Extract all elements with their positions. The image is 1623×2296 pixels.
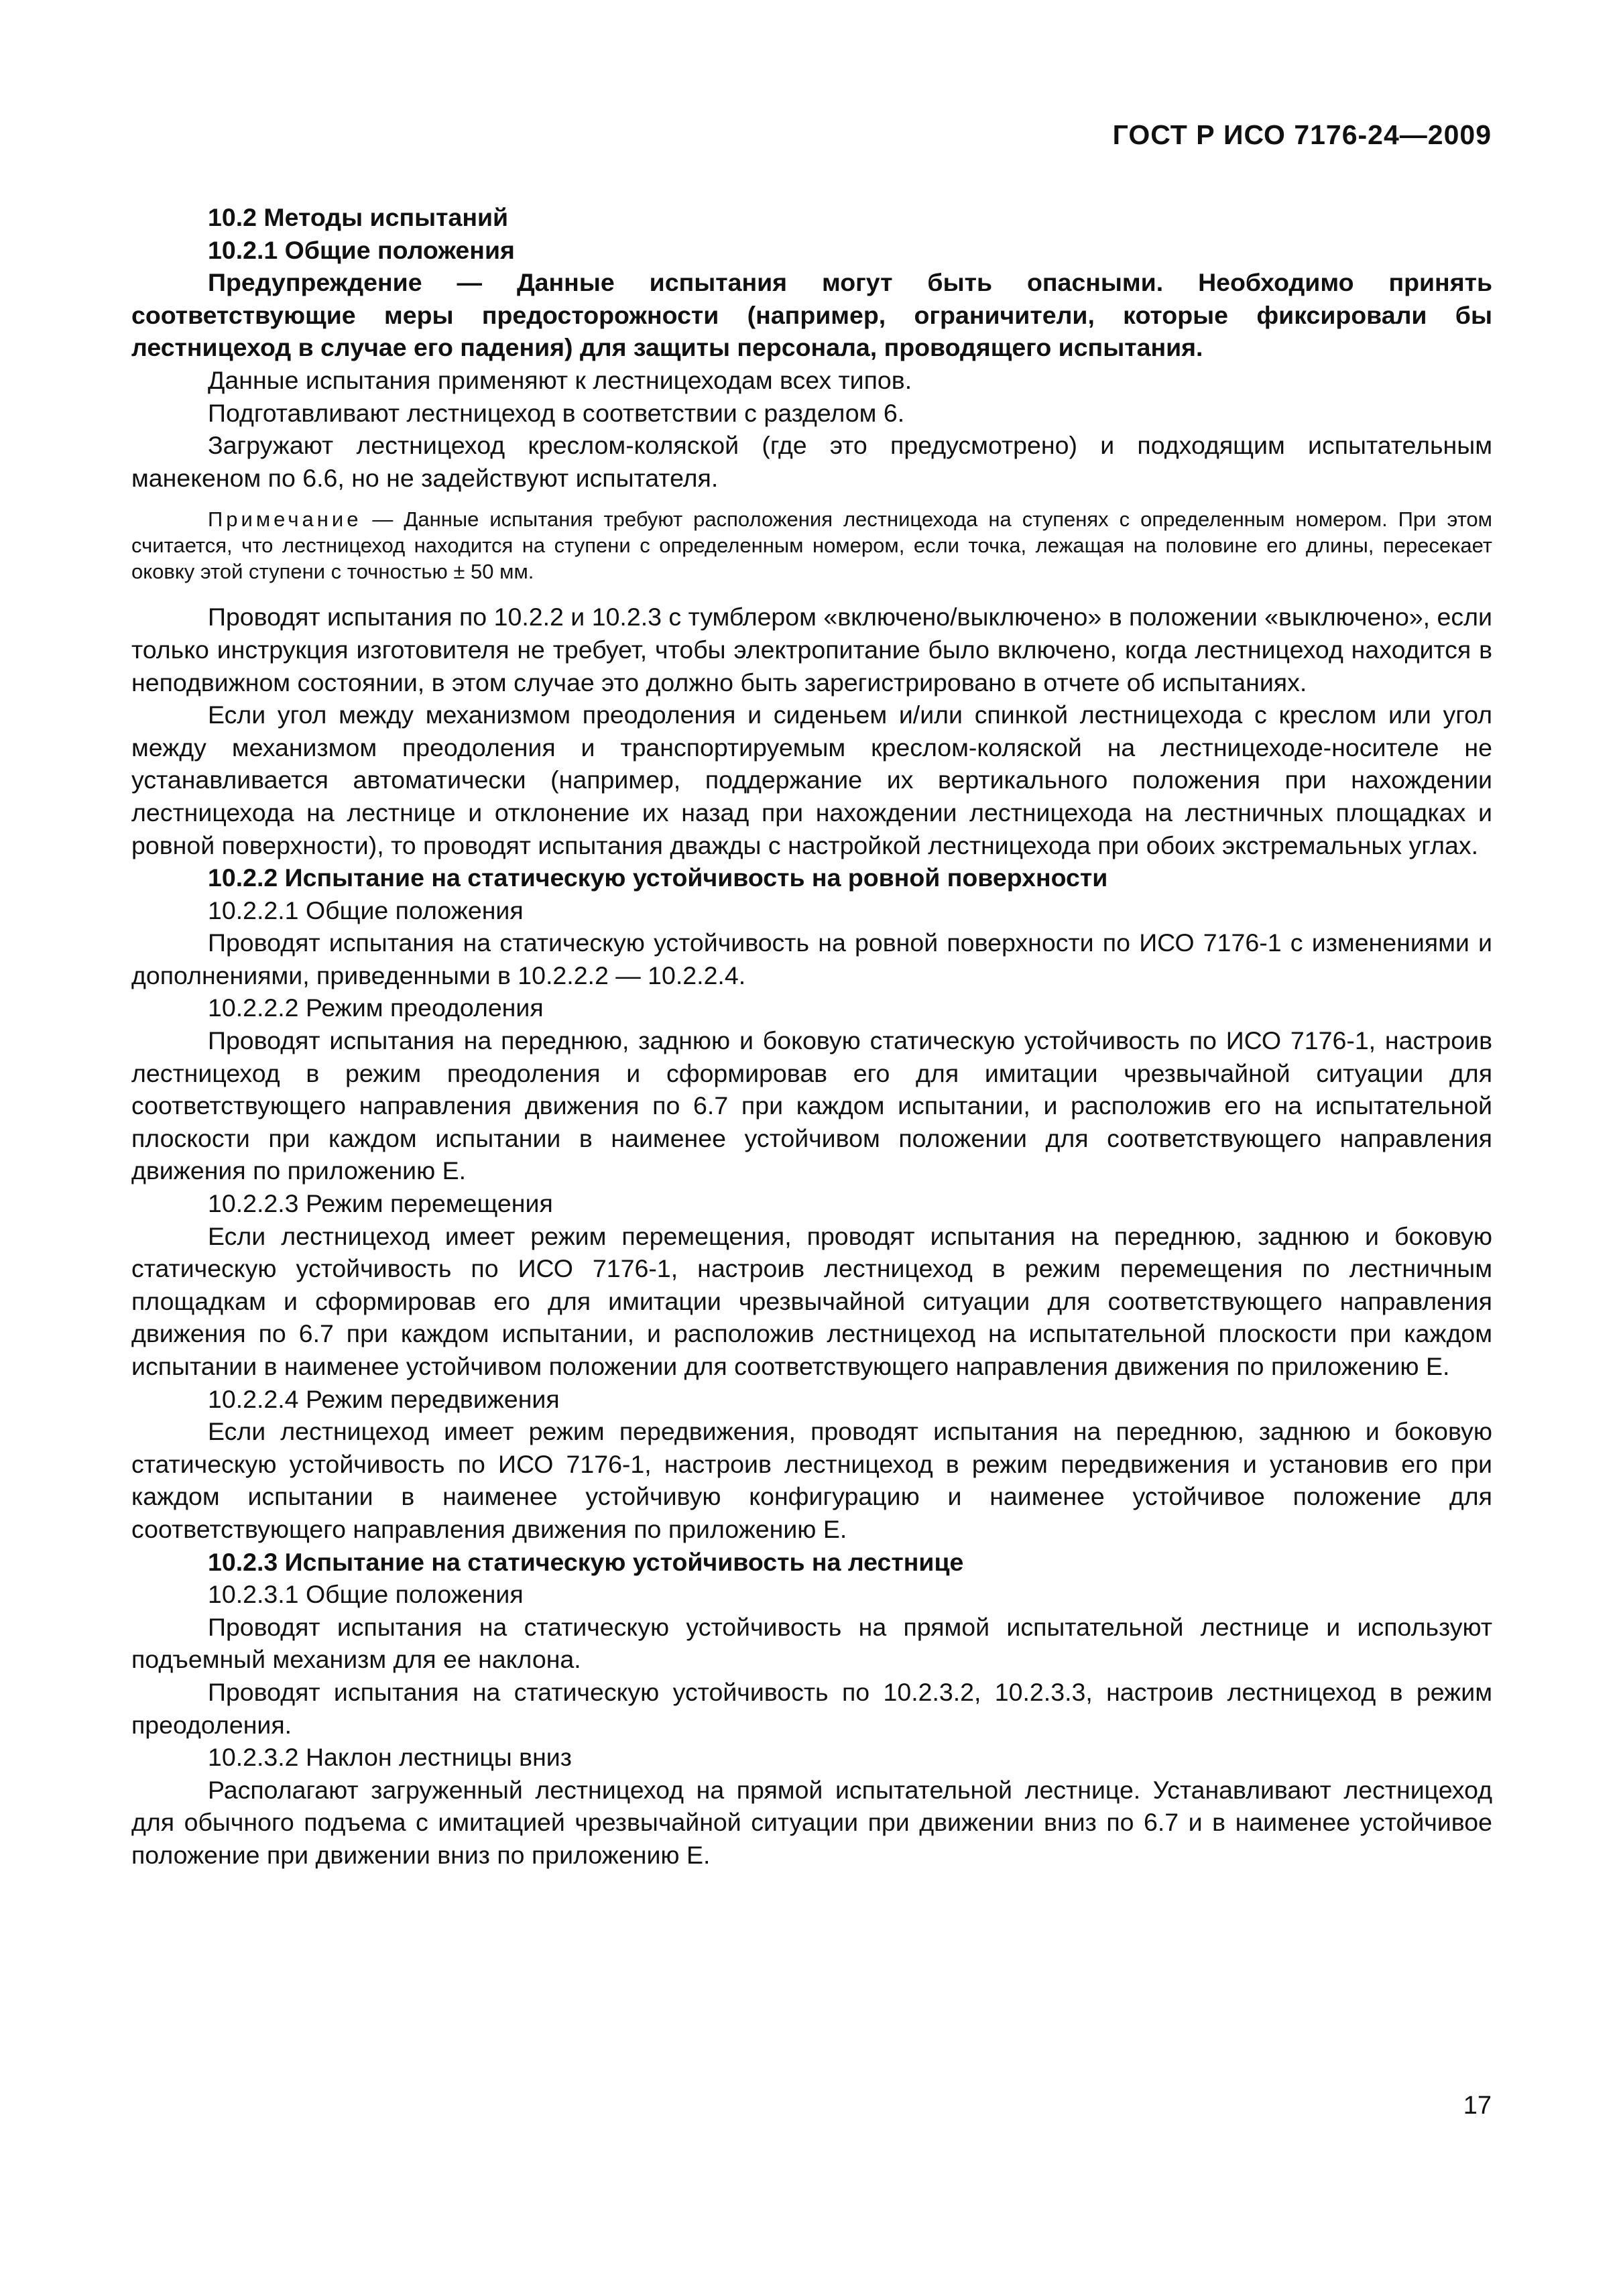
body-paragraph: Если угол между механизмом преодоления и сиденьем и/или спинкой лестницехода с креслом или угол между механизмом преодоления и транспортируемым креслом-коляской на лестницеходе-носителе не устанавливается автоматически (например, поддержание их вертикального положения при нахождении лестницехода на лестнице и отклонение их назад при нахождении лестницехода на лестничных площадках и ровной поверхности), то проводят испытания дважды с настройкой лестницехода при обоих экстремальных углах.: [131, 701, 1492, 859]
note-paragraph: [131, 506, 1492, 585]
body-paragraph: Загружают лестницеход креслом-коляской (где это предусмотрено) и подходящим испытательным манекеном по 6.6, но не задействуют испытателя.: [131, 431, 1492, 492]
clause-heading: 10.2.3.1 Общие положения: [208, 1580, 524, 1609]
subsection-heading: 10.2.1 Общие положения: [208, 235, 515, 264]
body-paragraph: Проводят испытания по 10.2.2 и 10.2.3 с тумблером «включено/выключено» в положении «выключено», если только инструкция изготовителя не требует, чтобы электропитание было включено, когда лестницеход находится в неподвижном состоянии, в этом случае это должно быть зарегистрировано в отчете об испытаниях.: [131, 603, 1492, 697]
body-paragraph: Проводят испытания на переднюю, заднюю и боковую статическую устойчивость по ИСО 7176-1, настроив лестницеход в режим преодоления и сформировав его для имитации чрезвычайной ситуации для соответствующего направления движения по 6.7 при каждом испытании, и расположив его на испытательной плоскости при каждом испытании в наименее устойчивом положении для соответствующего направления движения по приложению Е.: [131, 1026, 1492, 1185]
clause-heading: 10.2.2.2 Режим преодоления: [208, 993, 544, 1022]
subsection-heading: 10.2.3 Испытание на статическую устойчивость на лестнице: [208, 1547, 964, 1576]
section-heading: 10.2 Методы испытаний: [208, 203, 509, 231]
note-label: Примечание: [208, 507, 362, 532]
warning-paragraph: Предупреждение — Данные испытания могут быть опасными. Необходимо принять соответствующие меры предосторожности (например, ограничители, которые фиксировали бы лестницеход в случае его падения) для защиты персонала, проводящего испытания.: [131, 268, 1492, 362]
clause-heading: 10.2.3.2 Наклон лестницы вниз: [208, 1743, 572, 1772]
body-paragraph: Если лестницеход имеет режим передвижения, проводят испытания на переднюю, заднюю и боковую статическую устойчивость по ИСО 7176-1, настроив лестницеход в режим передвижения и установив его при каждом испытании в наименее устойчивую конфигурацию и наименее устойчивое положение для соответствующего направления движения по приложению Е.: [131, 1417, 1492, 1543]
body-paragraph: Проводят испытания на статическую устойчивость на ровной поверхности по ИСО 7176-1 с изменениями и дополнениями, приведенными в 10.2.2.2 — 10.2.2.4.: [131, 928, 1492, 989]
body-paragraph: Проводят испытания на статическую устойчивость на прямой испытательной лестнице и используют подъемный механизм для ее наклона.: [131, 1612, 1492, 1674]
clause-heading: 10.2.2.1 Общие положения: [208, 896, 524, 924]
clause-heading: 10.2.2.3 Режим перемещения: [208, 1189, 553, 1218]
page-number: 17: [1463, 2092, 1492, 2120]
body-paragraph: Располагают загруженный лестницеход на прямой испытательной лестнице. Устанавливают лестницеход для обычного подъема с имитацией чрезвычайной ситуации при движении вниз по 6.7 и в наименее устойчивое положение при движении вниз по приложению Е.: [131, 1775, 1492, 1869]
clause-heading: 10.2.2.4 Режим передвижения: [208, 1384, 560, 1413]
body-paragraph: Подготавливают лестницеход в соответствии с разделом 6.: [208, 398, 905, 427]
body-paragraph: Проводят испытания на статическую устойчивость по 10.2.3.2, 10.2.3.3, настроив лестницеход в режим преодоления.: [131, 1677, 1492, 1739]
subsection-heading: 10.2.2 Испытание на статическую устойчивость на ровной поверхности: [208, 863, 1108, 892]
body-paragraph: Данные испытания применяют к лестницеходам всех типов.: [208, 365, 912, 394]
document-code-header: ГОСТ Р ИСО 7176-24—2009: [1112, 119, 1492, 150]
body-paragraph: Если лестницеход имеет режим перемещения, проводят испытания на переднюю, заднюю и боковую статическую устойчивость по ИСО 7176-1, настроив лестницеход в режим перемещения по лестничным площадкам и сформировав его для имитации чрезвычайной ситуации для соответствующего направления движения по 6.7 при каждом испытании, и расположив лестницеход на испытательной плоскости при каждом испытании в наименее устойчивом положении для соответствующего направления движения по приложению Е.: [131, 1221, 1492, 1380]
document-body: [131, 201, 1492, 1872]
note-text: — Данные испытания требуют расположения лестницехода на ступенях с определенным номером. При этом считается, что лестницеход находится на ступени с определенным номером, если точка, лежащая на половине его длины, пересекает оковку этой ступени с точностью ± 50 мм.: [131, 507, 1492, 584]
